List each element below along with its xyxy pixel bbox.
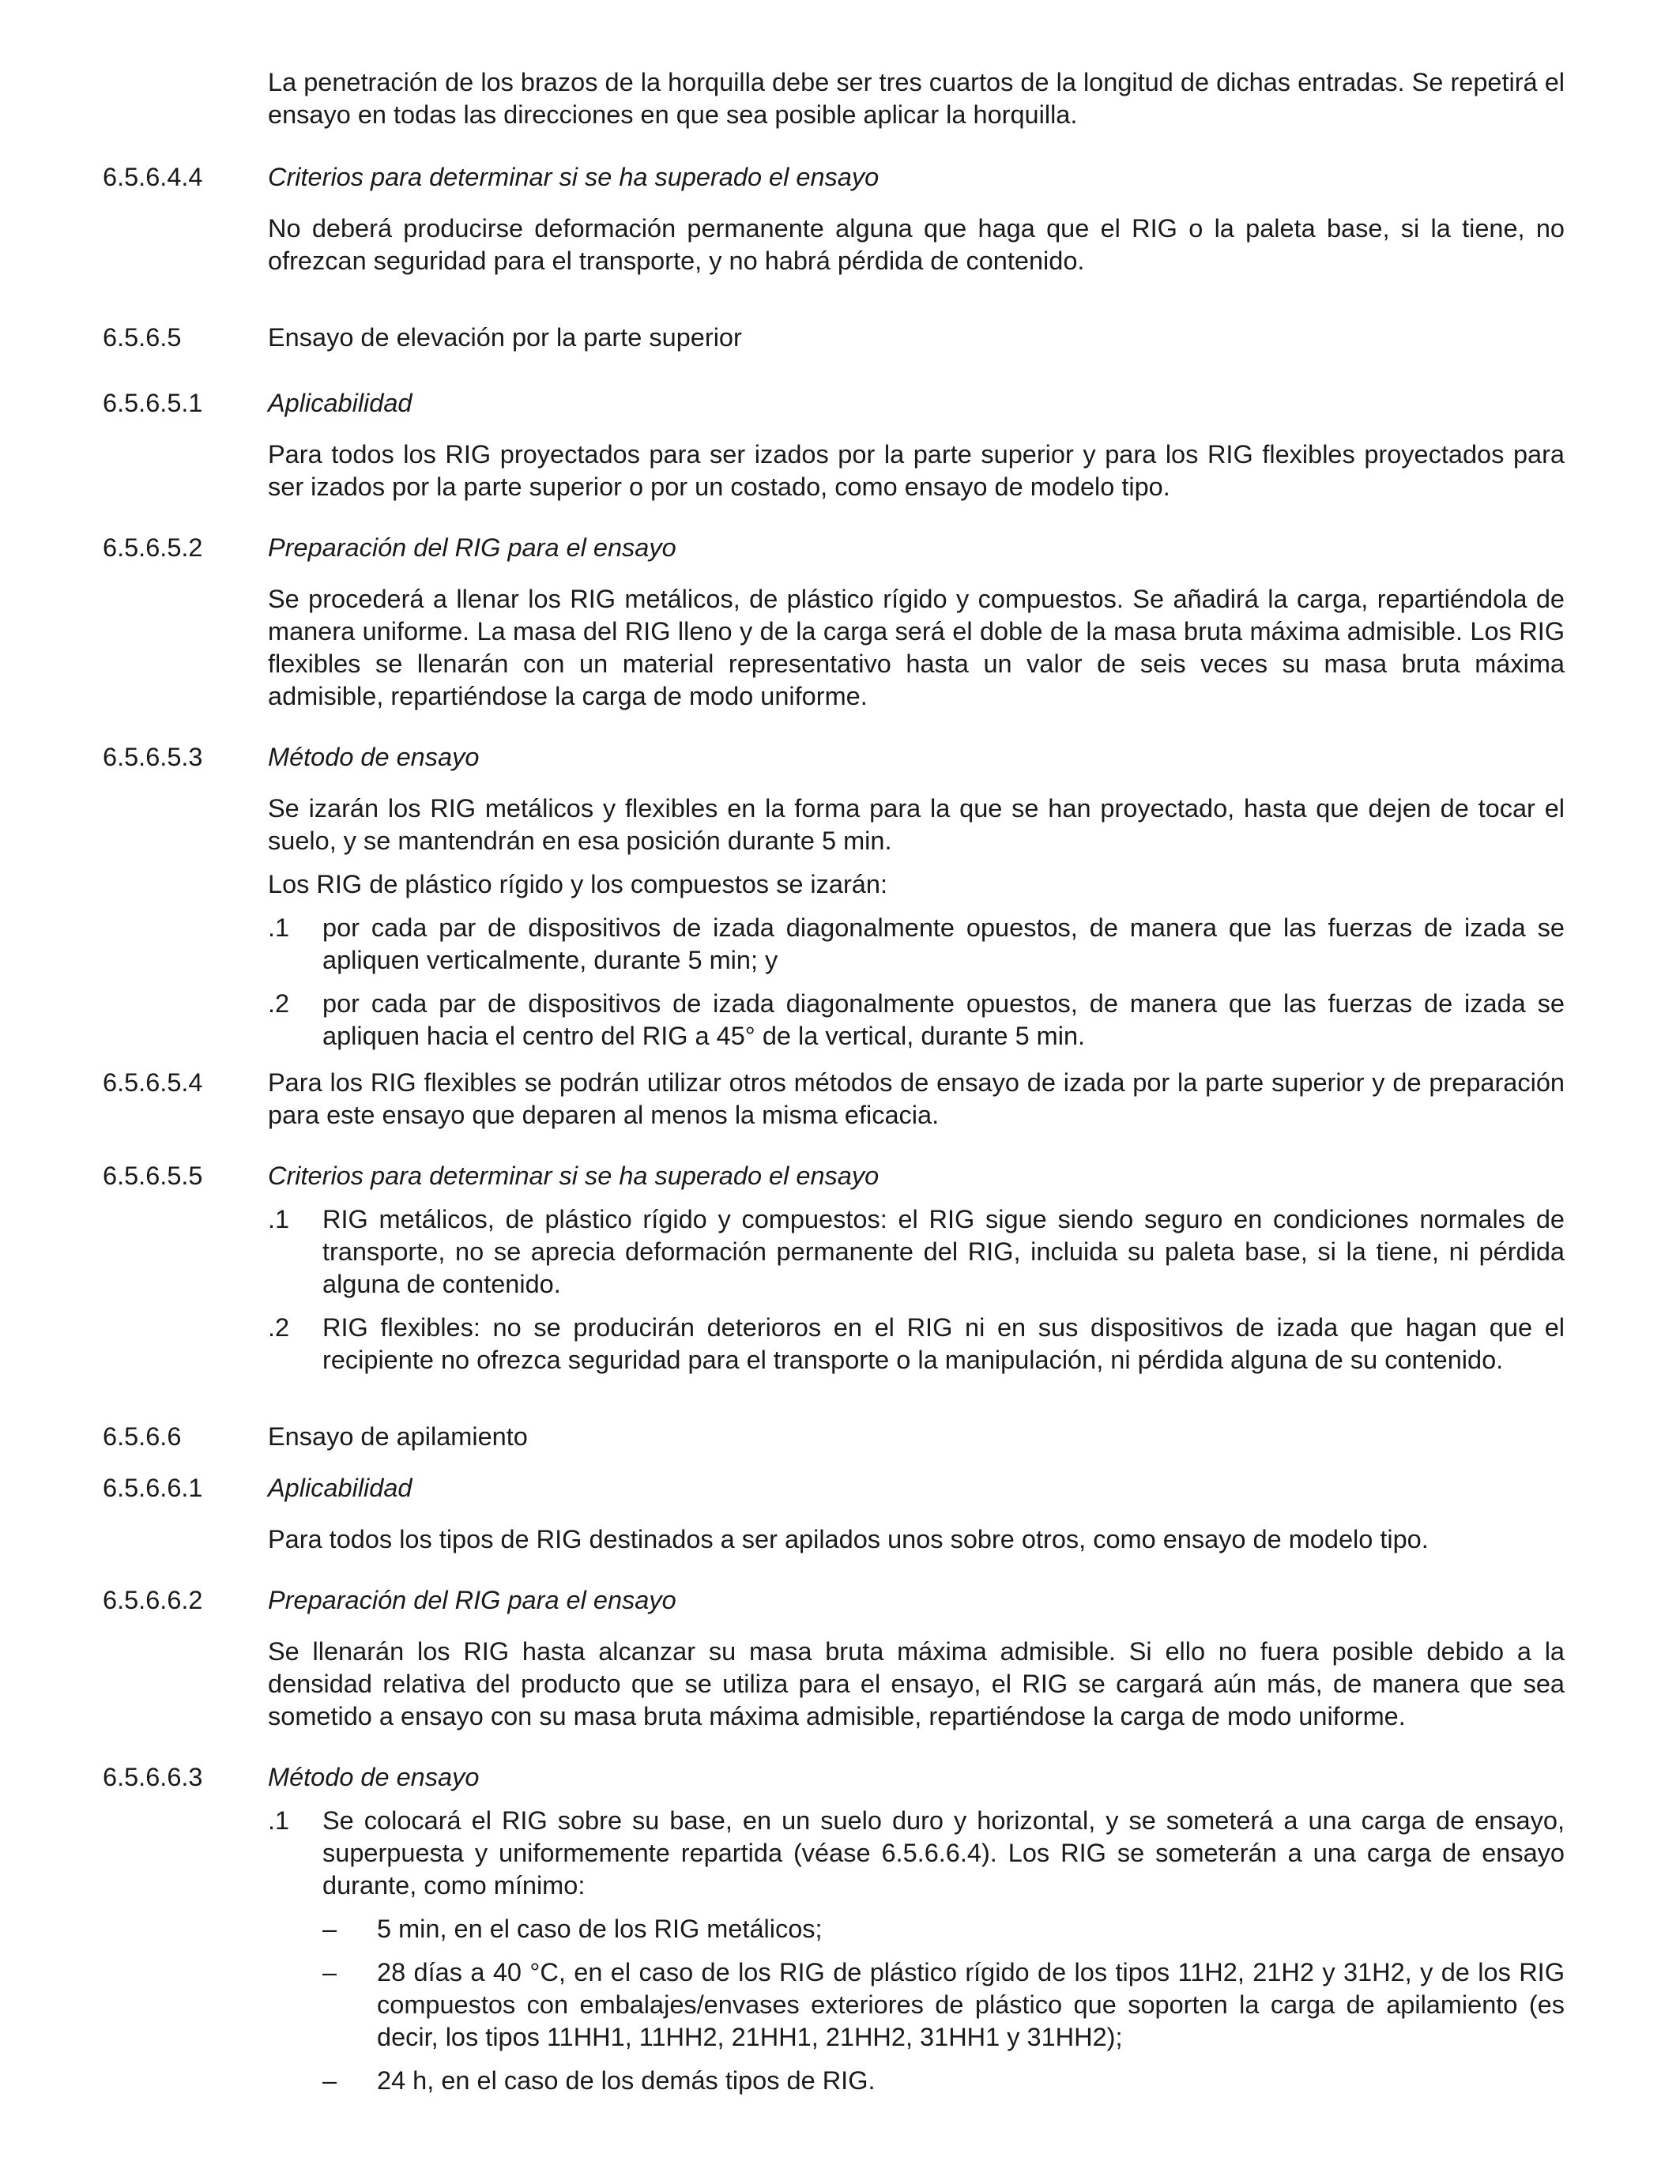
section-6564-4-text xyxy=(103,213,1565,277)
section-number: 6.5.6.6 xyxy=(103,1422,182,1451)
intro-block xyxy=(103,66,1565,131)
list-item-text: por cada par de dispositivos de izada diagonalmente opuestos, de manera que las fuerzas de izada se apliquen verticalmente, durante 5 min; y xyxy=(322,913,1565,974)
list-marker: .2 xyxy=(268,989,290,1018)
section-title: Preparación del RIG para el ensayo xyxy=(268,1586,676,1614)
section-6565-3-text2 xyxy=(103,868,1565,901)
list-item-text: por cada par de dispositivos de izada diagonalmente opuestos, de manera que las fuerzas de izada se apliquen hacia el centro del RIG a 45° de la vertical, durante 5 min. xyxy=(322,989,1565,1050)
section-6566-1 xyxy=(103,1472,1565,1504)
paragraph: Para todos los tipos de RIG destinados a ser apilados unos sobre otros, como ensayo de modelo tipo. xyxy=(268,1525,1429,1553)
list-item xyxy=(103,1805,1565,1902)
section-6566-2 xyxy=(103,1584,1565,1617)
section-6565-3 xyxy=(103,741,1565,774)
section-number: 6.5.6.4.4 xyxy=(103,163,203,191)
list-marker: .1 xyxy=(268,1205,290,1233)
section-title: Criterios para determinar si se ha superado el ensayo xyxy=(268,163,880,191)
dash-item xyxy=(103,1913,1565,1945)
section-6565 xyxy=(103,322,1565,354)
section-6566-2-text xyxy=(103,1636,1565,1733)
dash-item-text: 5 min, en el caso de los RIG metálicos; xyxy=(377,1915,823,1943)
section-number: 6.5.6.5.2 xyxy=(103,533,203,562)
dash-marker: – xyxy=(322,1958,337,1986)
paragraph: Para todos los RIG proyectados para ser izados por la parte superior y para los RIG flexibles proyectados para ser izados por la parte superior o por un costado, como ensayo de modelo tipo. xyxy=(268,440,1565,501)
section-6565-1-text xyxy=(103,439,1565,503)
section-title: Aplicabilidad xyxy=(268,389,412,417)
paragraph: Se llenarán los RIG hasta alcanzar su masa bruta máxima admisible. Si ello no fuera posible debido a la densidad relativa del producto que se utiliza para el ensayo, el RIG se cargará aún más, de manera que sea sometido a ensayo con su masa bruta máxima admisible, repartiéndose la carga de modo uniforme. xyxy=(268,1637,1565,1730)
list-item xyxy=(103,988,1565,1052)
paragraph: Se izarán los RIG metálicos y flexibles en la forma para la que se han proyectado, hasta que dejen de tocar el suelo, y se mantendrán en esa posición durante 5 min. xyxy=(268,794,1565,855)
list-item-text: RIG metálicos, de plástico rígido y compuestos: el RIG sigue siendo seguro en condiciones normales de transporte, no se aprecia deformación permanente del RIG, incluida su paleta base, si la tiene, ni pérdida alguna de contenido. xyxy=(322,1205,1565,1298)
dash-item xyxy=(103,2065,1565,2097)
dash-marker: – xyxy=(322,1915,337,1943)
paragraph: Los RIG de plástico rígido y los compuestos se izarán: xyxy=(268,870,887,898)
section-6565-4 xyxy=(103,1067,1565,1132)
section-6566 xyxy=(103,1421,1565,1453)
section-6565-2 xyxy=(103,532,1565,564)
section-title: Método de ensayo xyxy=(268,743,480,771)
section-number: 6.5.6.5.5 xyxy=(103,1162,203,1190)
list-item xyxy=(103,1203,1565,1301)
section-title: Ensayo de apilamiento xyxy=(268,1422,528,1451)
dash-item xyxy=(103,1956,1565,2054)
list-marker: .1 xyxy=(268,913,290,942)
section-title: Criterios para determinar si se ha superado el ensayo xyxy=(268,1162,880,1190)
paragraph: Se procederá a llenar los RIG metálicos, de plástico rígido y compuestos. Se añadirá la carga, repartiéndola de manera uniforme. La masa del RIG lleno y de la carga será el doble de la masa bruta máxima admisible. Los RIG flexibles se llenarán con un material representativo hasta un valor de seis veces su masa bruta máxima admisible, repartiéndose la carga de modo uniforme. xyxy=(268,585,1565,710)
list-marker: .1 xyxy=(268,1806,290,1835)
dash-item-text: 28 días a 40 °C, en el caso de los RIG de plástico rígido de los tipos 11H2, 21H2 y 31H2, y de los RIG compuestos con embalajes/envases exteriores de plástico que soporten la carga de apilamiento (es decir, los tipos 11HH1, 11HH2, 21HH1, 21HH2, 31HH1 y 31HH2); xyxy=(377,1958,1565,2051)
section-number: 6.5.6.5.4 xyxy=(103,1068,203,1097)
section-number: 6.5.6.6.1 xyxy=(103,1474,203,1502)
section-number: 6.5.6.5.1 xyxy=(103,389,203,417)
section-6566-3 xyxy=(103,1761,1565,1794)
section-number: 6.5.6.6.3 xyxy=(103,1763,203,1791)
section-6565-5 xyxy=(103,1160,1565,1192)
dash-marker: – xyxy=(322,2066,337,2095)
section-title: Ensayo de elevación por la parte superior xyxy=(268,323,742,352)
section-title: Aplicabilidad xyxy=(268,1474,412,1502)
paragraph: Para los RIG flexibles se podrán utilizar otros métodos de ensayo de izada por la parte superior y de preparación para este ensayo que deparen al menos la misma eficacia. xyxy=(268,1068,1565,1129)
dash-item-text: 24 h, en el caso de los demás tipos de RIG. xyxy=(377,2066,876,2095)
list-item-text: Se colocará el RIG sobre su base, en un suelo duro y horizontal, y se someterá a una carga de ensayo, superpuesta y uniformemente repartida (véase 6.5.6.6.4). Los RIG se someterán a una carga de ensayo durante, como mínimo: xyxy=(322,1806,1565,1900)
intro-paragraph: La penetración de los brazos de la horquilla debe ser tres cuartos de la longitud de dichas entradas. Se repetirá el ensayo en todas las direcciones en que sea posible aplicar la horquilla. xyxy=(268,68,1565,129)
section-number: 6.5.6.5 xyxy=(103,323,182,352)
list-item xyxy=(103,912,1565,977)
list-item-text: RIG flexibles: no se producirán deterioros en el RIG ni en sus dispositivos de izada que hagan que el recipiente no ofrezca seguridad para el transporte o la manipulación, ni pérdida alguna de su contenido. xyxy=(322,1313,1565,1374)
paragraph: No deberá producirse deformación permanente alguna que haga que el RIG o la paleta base, si la tiene, no ofrezcan seguridad para el transporte, y no habrá pérdida de contenido. xyxy=(268,214,1565,275)
list-marker: .2 xyxy=(268,1313,290,1342)
section-number: 6.5.6.5.3 xyxy=(103,743,203,771)
section-6566-1-text xyxy=(103,1523,1565,1556)
section-6564-4 xyxy=(103,161,1565,194)
section-6565-3-text1 xyxy=(103,793,1565,857)
section-title: Preparación del RIG para el ensayo xyxy=(268,533,676,562)
section-6565-1 xyxy=(103,387,1565,420)
section-number: 6.5.6.6.2 xyxy=(103,1586,203,1614)
section-6565-2-text xyxy=(103,583,1565,713)
list-item xyxy=(103,1312,1565,1376)
section-title: Método de ensayo xyxy=(268,1763,480,1791)
